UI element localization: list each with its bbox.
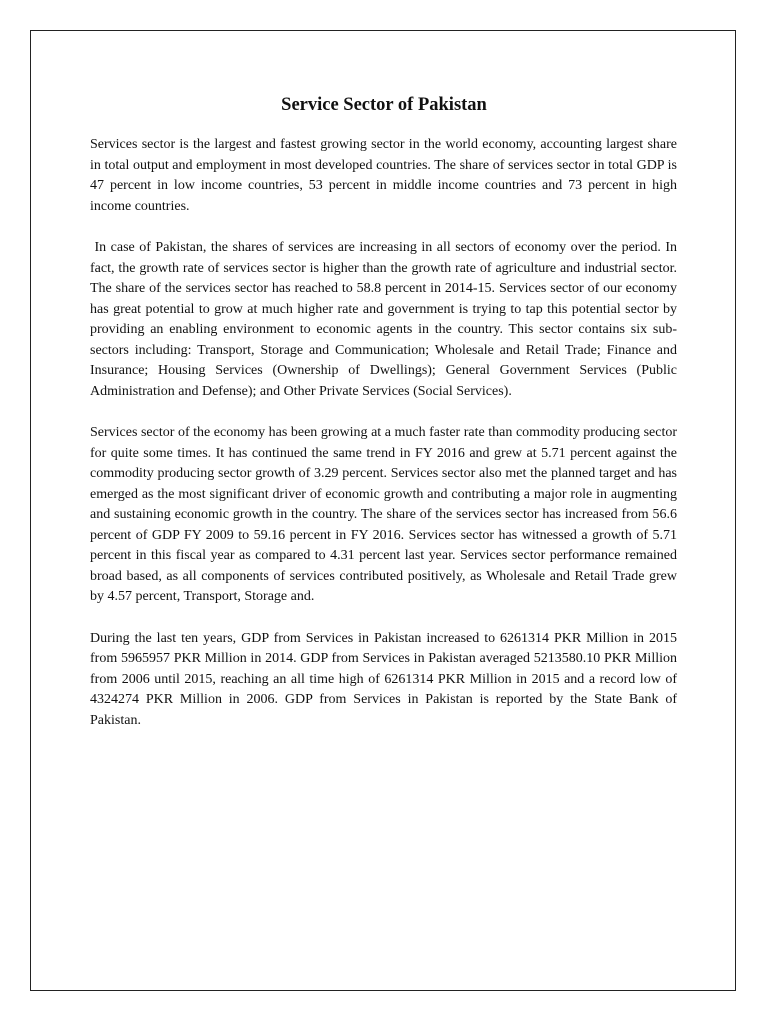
paragraph-4: During the last ten years, GDP from Services in Pakistan increased to 6261314 PKR Million in 2015 from 5965957 PKR Million in 2014. GDP from Services in Pakistan averaged 5213580.10 PKR Million from 2006 until 2015, reaching an all time high of 6261314 PKR Million in 2015 and a record low of 4324274 PKR Million in 2006. GDP from Services in Pakistan is reported by the State Bank of Pakistan. [90, 630, 677, 728]
document-title: Service Sector of Pakistan [281, 95, 487, 115]
paragraph-3: Services sector of the economy has been growing at a much faster rate than commodity producing sector for quite some times. It has continued the same trend in FY 2016 and grew at 5.71 percent against the commodity producing sector growth of 3.29 percent. Services sector also met the planned target and has emerged as the most significant driver of economic growth and contributing a major role in augmenting and sustaining economic growth in the country. The share of the services sector has increased from 56.6 percent of GDP FY 2009 to 59.16 percent in FY 2016. Services sector has witnessed a growth of 5.71 percent in this fiscal year as compared to 4.31 percent last year. Services sector performance remained broad based, as all components of services contributed positively, as Wholesale and Retail Trade grew by 4.57 percent, Transport, Storage and. [90, 425, 677, 604]
paragraph-1: Services sector is the largest and fastest growing sector in the world economy, accounting largest share in total output and employment in most developed countries. The share of services sector in total GDP is 47 percent in low income countries, 53 percent in middle income countries and 73 percent in high income countries. [90, 137, 677, 214]
document-body [90, 135, 681, 752]
paragraph-2: In case of Pakistan, the shares of services are increasing in all sectors of economy over the period. In fact, the growth rate of services sector is higher than the growth rate of agriculture and industrial sector. The share of the services sector has reached to 58.8 percent in 2014-15. Services sector of our economy has great potential to grow at much higher rate and government is trying to tap this potential sector by providing an enabling environment to economic agents in the country. This sector contains six sub-sectors including: Transport, Storage and Communication; Wholesale and Retail Trade; Finance and Insurance; Housing Services (Ownership of Dwellings); General Government Services (Public Administration and Defense); and Other Private Services (Social Services). [90, 240, 681, 399]
